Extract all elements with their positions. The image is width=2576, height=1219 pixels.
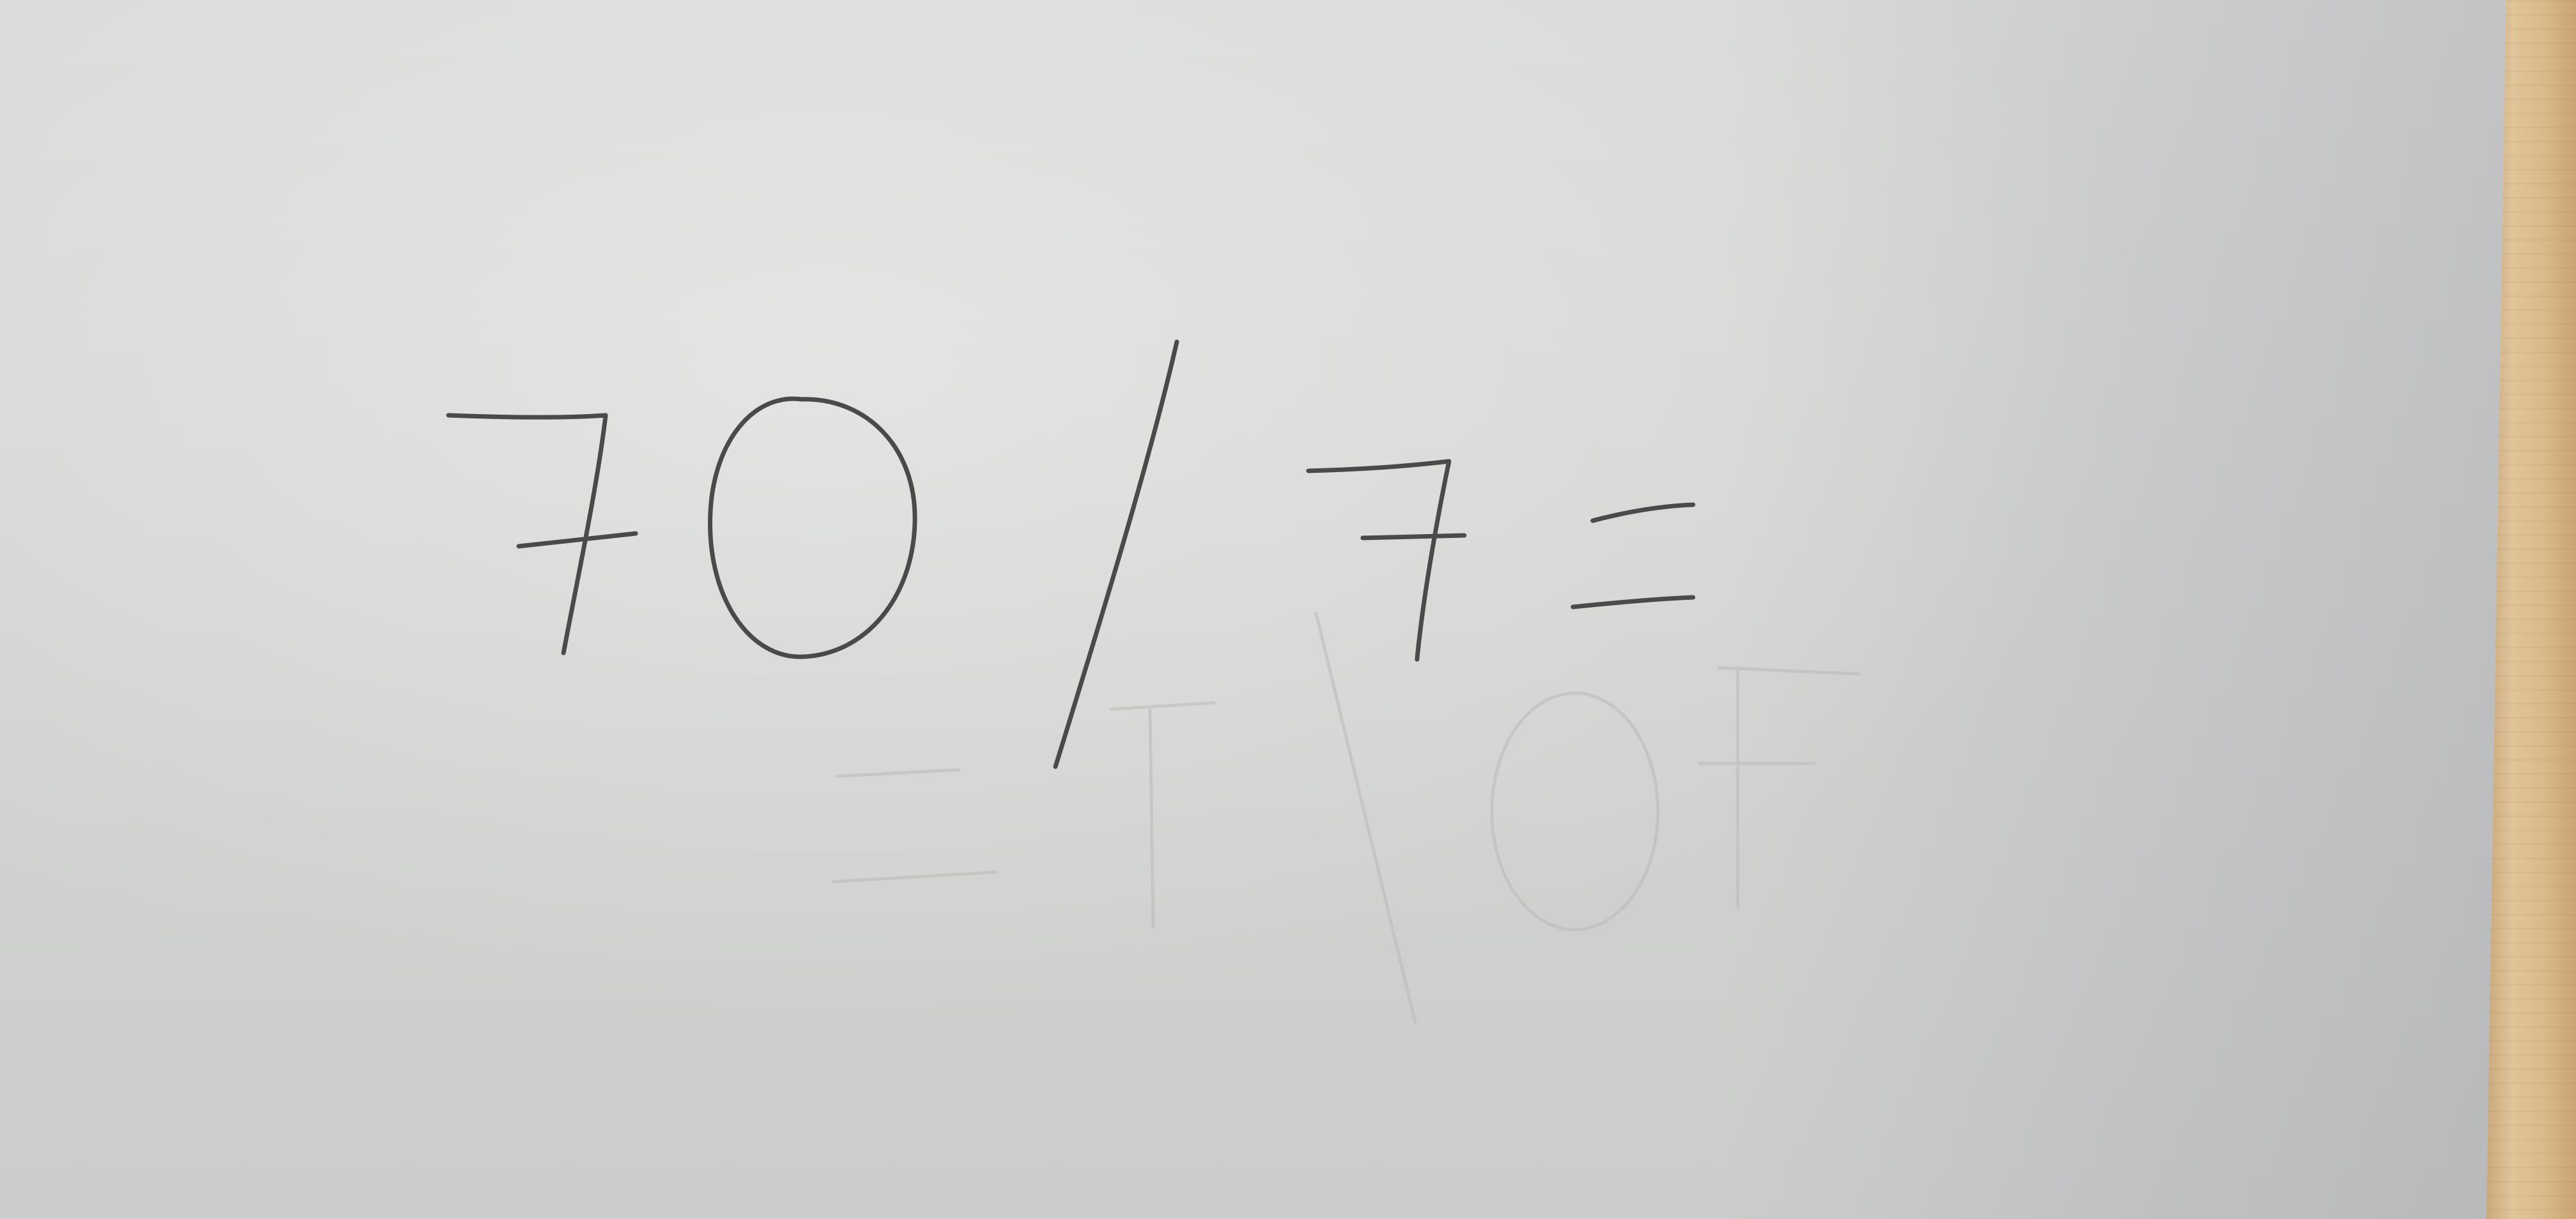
digit-zero — [710, 399, 915, 657]
ghost-stroke — [834, 872, 997, 882]
ghost-stroke — [837, 770, 958, 776]
bleed-through-marks — [834, 613, 1859, 1022]
division-slash — [1055, 342, 1177, 767]
digit-seven-1 — [448, 415, 636, 653]
stroke — [519, 533, 636, 546]
equals-sign — [1573, 505, 1693, 607]
stroke — [1308, 461, 1449, 659]
stroke — [1593, 505, 1693, 521]
ghost-stroke — [1112, 703, 1214, 926]
stroke — [1573, 597, 1693, 607]
ghost-stroke — [1316, 613, 1415, 1022]
digit-seven-2 — [1308, 461, 1464, 659]
ghost-stroke — [1492, 693, 1658, 930]
stroke — [448, 415, 606, 653]
stroke — [1363, 535, 1464, 538]
stroke — [710, 399, 915, 657]
ghost-stroke — [1699, 668, 1859, 907]
stroke — [1055, 342, 1177, 767]
